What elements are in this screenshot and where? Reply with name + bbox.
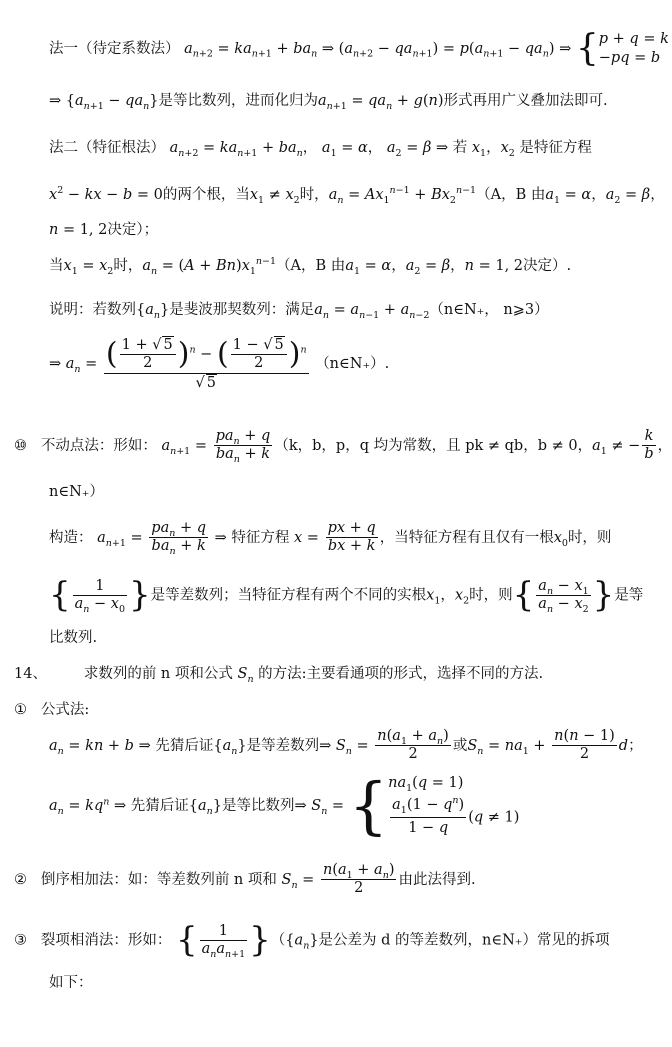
method-2-n-line: n = 1, 2决定）； <box>49 222 159 238</box>
text: ⇒ 特征方程 <box>214 529 290 546</box>
text: 形式再用广义叠加法即可. <box>443 93 608 109</box>
item-3-marker: ③ <box>14 932 27 949</box>
text: 时， <box>113 258 143 274</box>
telescoping-line: ③ 裂项相消法：形如： { $\frac{1}{a_na_{n+1}}$ }（$\{a_n\}$是公差为 d 的等差数列，n∈N₊）常见的拆项 <box>14 920 610 960</box>
method-2-roots-line: $x^2$ − kx − b = 0的两个根，当$x_1 \ne x_2$时，$a_n = Ax_1^{n-1} + Bx_2^{n-1}(A$，B 由$a_1 = \alpha$，$a_2 = \beta$， <box>49 185 665 206</box>
text: ⇒ 先猜后证 <box>138 737 214 754</box>
method-2-line: 法二（特征根法） $a_{n+2} = ka_{n+1} + ba_n$， $a_1 = \alpha$， $a_2 = \beta$ ⇒ 若 $x_1$，$x_2$ 是特征方程 <box>49 140 592 159</box>
fixed-point-method-line: ⑩ 不动点法：形如： $a_{n+1}$ = $\frac{pa_n + q}{ba_n + k}$ （k，b，p，q 均为常数，且 pk ≠ qb，b ≠ 0，$a_1$ ≠ − $\frac{k}{b}$ ， <box>14 428 672 466</box>
method-1-title: 法一（待定系数法） <box>49 40 180 57</box>
construction-results: { $\frac{1}{a_n - x_0}$ }是等差数列；当特征方程有两个不同的实根$x_1$，$x_2$时，则{ $\frac{a_n - x_1}{a_n - x_2}$ }是等 <box>49 575 644 615</box>
text: 是等比数列⇒ <box>221 798 307 815</box>
text: 如下： <box>49 975 93 991</box>
text: 决定）. <box>523 258 572 274</box>
text: 比数列. <box>49 630 98 646</box>
text: 当 <box>49 258 64 274</box>
system-eq-2: −pq = b <box>598 49 661 66</box>
text: 的两个根，当 <box>162 187 250 203</box>
implies-symbol: ⇒ <box>559 40 572 57</box>
telescoping-follow <box>49 975 93 992</box>
fibonacci-formula: ⇒ $a_n$ = ( $\frac{1 + √ 5}{2}$ )$^n$ − ( $\frac{1 - √ 5}{2}$ )$^n$ √ 5 （n∈N₊）. <box>49 336 390 391</box>
method-2-equal-roots: 当$x_1 = x_2$时，$a_n = (A + Bn)x_1^{n-1}(A$，B 由$a_1 = \alpha$，$a_2 = \beta$，n = 1, 2决定）. <box>49 256 572 277</box>
text: （k，b，p，q 均为常数，且 pk ≠ qb，b ≠ 0， <box>274 437 593 454</box>
item-10-marker: ⑩ <box>14 437 27 454</box>
text: ⇒ 先猜后证 <box>113 798 189 815</box>
text: ，当特征方程有且仅有一根 <box>379 529 554 546</box>
item-1-marker: ① <box>14 702 27 718</box>
arithmetic-sum-line: $a_n$ = kn + b ⇒ 先猜后证$\{a_n\}$是等差数列⇒ $S_n$ = $\frac{n(a_1 + a_n)}{2}$ 或$S_n = na_1$ + $\frac{n(n - 1)}{2}$ d； <box>49 728 643 763</box>
implies-symbol: ⇒ <box>321 40 335 57</box>
fixed-point-domain <box>49 484 104 501</box>
text: 倒序相加法：如：等差数列前 n 项和 <box>40 871 277 888</box>
text: 是等比数列，进而化归为 <box>158 93 318 109</box>
left-brace: { <box>575 27 599 69</box>
text: 的方法:主要看通项的形式，选择不同的方法. <box>258 666 544 682</box>
text: （A，B 由 <box>276 258 346 274</box>
text: 是等差数列⇒ <box>246 737 332 754</box>
recurrence-fraction: $\frac{pa_n + q}{ba_n + k}$ <box>215 428 271 466</box>
item-2-marker: ② <box>14 871 27 888</box>
construction-end <box>49 630 97 647</box>
text: （A，B 由 <box>476 187 546 203</box>
formula-method-heading <box>14 702 89 719</box>
text: 是等差数列；当特征方程有两个不同的实根 <box>150 587 427 604</box>
text: ； <box>628 737 643 754</box>
text: （n∈N₊， n⩾3） <box>429 302 549 318</box>
text: n∈N₊） <box>49 484 104 500</box>
section-14-heading: 14、 求数列的前 n 项和公式 $S_n$ 的方法:主要看通项的形式，选择不同的方法. <box>14 666 544 685</box>
geometric-sum-line: $a_n = kq^n$ ⇒ 先猜后证$\{a_n\}$是等比数列⇒ $S_n = \{na_1(q = 1)$ $\frac{a_1(1 - q^n)}{1 - q}$ (q ≠ 1) <box>49 769 520 843</box>
section-number: 14、 <box>14 666 47 682</box>
text: 时，则 <box>469 587 513 604</box>
text: 或 <box>452 737 468 754</box>
reverse-add-line: ② 倒序相加法：如：等差数列前 n 项和 $S_n$ = $\frac{n(a_1 + a_n)}{2}$ 由此法得到. <box>14 862 476 897</box>
coefficient-system <box>599 30 669 68</box>
text: 是等 <box>614 587 644 604</box>
text: 是公差为 d 的等差数列，n∈N₊）常见的拆项 <box>318 932 610 949</box>
text: 求数列的前 n 项和公式 <box>83 666 233 682</box>
text: ， <box>657 437 672 454</box>
fibonacci-note: 说明：若数列$\{a_n\}$是斐波那契数列：满足$a_n = a_{n-1}$ + $a_{n-2}(n\in N_+$， n⩾3） <box>49 302 549 321</box>
method-1-conclusion: ⇒ $\{a_{n+1} - qa_n\}$是等比数列，进而化归为$a_{n+1} = qa_n + g(n)$形式再用广义叠加法即可. <box>49 93 608 112</box>
text: 由此法得到. <box>398 871 476 888</box>
construction-line: 构造： $a_{n+1}$ = $\frac{pa_n + q}{ba_n + k}$ ⇒ 特征方程 x = $\frac{px + q}{bx + k}$ ，当特征方程有且仅有一根$x_0$时，则 <box>49 520 612 558</box>
text: 构造： <box>49 529 93 546</box>
text: 时， <box>299 187 329 203</box>
method-1-line: 法一（待定系数法） $a_{n+2} = ka_{n+1} + ba_n$ ⇒ $(a_{n+2} - qa_{n+1}) = p(a_{n+1} - qa_n)$ ⇒ {p + q = k −pq = b <box>49 27 669 69</box>
method-2-title: 法二（特征根法） <box>49 140 165 156</box>
text: 是斐波那契数列：满足 <box>169 302 315 318</box>
text: 公式法: <box>40 702 90 718</box>
text: （n∈N₊）. <box>315 356 390 373</box>
text: 是特征方程 <box>519 140 592 156</box>
text: （ <box>270 932 286 949</box>
text: 决定）； <box>107 222 159 238</box>
text: ⇒ 若 <box>435 140 468 156</box>
text: 说明：若数列 <box>49 302 136 318</box>
text: 时，则 <box>567 529 612 546</box>
system-eq-1: p + q = k <box>598 31 669 47</box>
binet-fraction: ( $\frac{1 + √ 5}{2}$ )$^n$ − ( $\frac{1 - √ 5}{2}$ )$^n$ √ 5 <box>105 336 307 391</box>
text: 裂项相消法：形如： <box>40 932 172 949</box>
fixed-point-title: 不动点法：形如： <box>40 437 157 454</box>
